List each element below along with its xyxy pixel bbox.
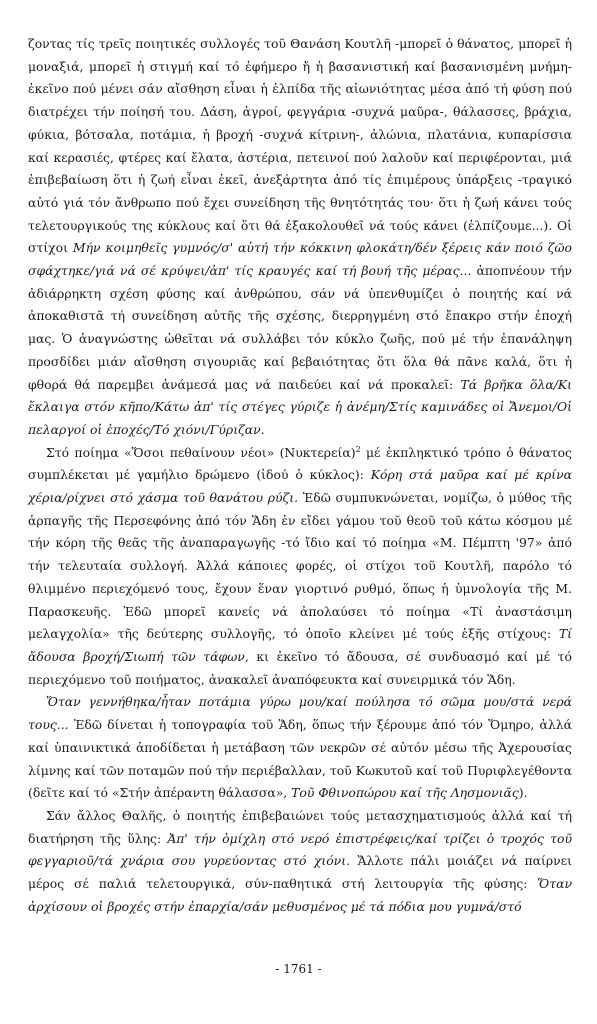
paragraph — [28, 33, 572, 442]
paragraph — [28, 691, 572, 805]
text-run: ζοντας τίς τρεῖς ποιητικές συλλογές τοῦ Θανάση Κουτλῆ -μπορεῖ ὁ θάνατος, μπορεῖ ἡ μοναξιά, μπορεῖ ἡ στιγμή καί τό ἐφήμερο ἤ ἡ βασανιστική καί βασανισμένη μνήμη- ἐκεῖνο πού μένει σάν αἴσθηση εἶναι ἡ ἐλπίδα τῆς αἰωνιότητας μέσα ἀπό τή φύση πού διατρέχει τήν ποίησή του. Δάση, ἀγροί, φεγγάρια -συχνά μαῦρα-, θάλασσες, βράχια, φύκια, βότσαλα, ποτάμια, ἡ βροχή -συχνά κίτρινη-, ἀλώνια, πλατάνια, κυπαρίσσια καί κερασιές, φτέρες καί ἔλατα, ἀστέρια, πετεινοί πού λαλοῦν καί περιφέρονται, μιά ἐπιβεβαίωση ὅτι ἡ ζωή εἶναι ἐκεῖ, ἀνεξάρτητα ἀπό τίς ἐπιμέρους ὑπάρξεις -τραγικό αὐτό γιά τόν ἄνθρωπο πού ἔχει συνείδηση τῆς θνητότητάς του· ὅτι ἡ ζωή κάνει τούς τελετουργικούς της κύκλους καί ὅτι θά ἐξακολουθεῖ νά τούς κάνει (ἐλπίζουμε...). Οἱ στίχοι — [28, 36, 572, 256]
text-run: Ἐδῶ δίνεται ἡ τοπογραφία τοῦ Ἅδη, ὅπως τήν ξέρουμε ἀπό τόν Ὅμηρο, ἀλλά καί ὑπαινικτικά ἀποδίδεται ἡ μετάβαση τῶν νεκρῶν σέ αὐτόν μέσω τῆς Ἀχερουσίας λίμνης καί τῶν ποταμῶν πού τήν περιέβαλλαν, τοῦ Κωκυτοῦ καί τοῦ Πυριφλεγέθοντα (δεῖτε καί τό «Στήν ἀπέραντη θάλασσα», — [28, 717, 572, 801]
text-run: Ἄλλοτε πάλι μοιάζει νά παίρνει μέρος σέ παλιά τελετουργικά, σύν-παθητικά στή λειτουργία τῆς φύσης: — [28, 853, 572, 892]
paragraph — [28, 805, 572, 919]
quoted-verse: Μήν κοιμηθεῖς γυμνός/σ' αὐτή τήν κόκκινη φλοκάτη/δέν ξέρεις κάν ποιό ζῶο σφάχτηκε/γιά νά σέ κρύψει/ἀπ' τίς κραυγές καί τή βουή τῆς μέρας... — [28, 240, 572, 279]
quoted-verse: Τά βρῆκα ὅλα/Κι ἔκλαιγα στόν κῆπο/Κάτω ἀπ' τίς στέγες γύριζε ἡ ἀνέμη/Στίς καμινάδες οἱ Ἄνεμοι/Οἱ πελαργοί οἱ ἐποχές/Τό χιόνι/Γύριζαν. — [28, 376, 572, 437]
page-number: - 1761 - — [275, 962, 322, 976]
quoted-verse: Τί ἄδουσα βροχή/Σιωπή τῶν τάφων, — [28, 626, 572, 664]
text-run: Σάν ἄλλος Θαλῆς, ὁ ποιητής ἐπιβεβαιώνει τούς μετασχηματισμούς ἀλλά καί τή διατήρηση τῆς ὕλης: — [28, 807, 572, 846]
text-run: μέ ἐκπληκτικό τρόπο ὁ θάνατος συμπλέκεται μέ γαμήλιο δρώμενο (ἰδού ὁ κύκλος): — [28, 444, 572, 483]
document-body — [28, 33, 572, 918]
text-run: κι ἐκεῖνο τό ἄδουσα, σέ συνδυασμό καί μέ τό περιεχόμενο τοῦ ποιήματος, ἀνακαλεῖ ἀναπόφευκτα καί συνειρμικά τόν Ἅδη. — [28, 648, 572, 687]
paragraph — [28, 442, 572, 692]
text-run: Στό ποίημα «Ὅσοι πεθαίνουν νέοι» (Νυκτερεία) — [46, 444, 356, 460]
quoted-verse: Ἀπ' τήν ὁμίχλη στό νερό ἐπιστρέφεις/καί τρίζει ὁ τροχός τοῦ φεγγαριοῦ/τά χνάρια σου γυρεύοντας στό χιόνι. — [28, 830, 572, 869]
quoted-verse: Κόρη στά μαῦρα καί μέ κρίνα χέρια/ρίχνει στό χάσμα τοῦ θανάτου ρύζι. — [28, 467, 572, 506]
footnote-ref: 2 — [355, 444, 361, 454]
text-run: Ἐδῶ συμπυκνώνεται, νομίζω, ὁ μύθος τῆς ἁρπαγῆς τῆς Περσεφόνης ἀπό τόν Ἅδη ἐν εἴδει γάμου τοῦ θεοῦ τοῦ κάτω κόσμου μέ τήν κόρη τῆς θεᾶς τῆς ἀναπαραγωγῆς -τό ἴδιο καί τό ποίημα «Μ. Πέμπτη '97» ἀπό τήν τελευταία συλλογή. Ἀλλά κάποιες φορές, οἱ στίχοι τοῦ Κουτλῆ, παρόλο τό θλιμμένο περιεχόμενό τους, ἔχουν ἕναν γιορτινό ρυθμό, ὅπως ἡ ὑμνολογία τῆς Μ. Παρασκευῆς. Ἐδῶ μπορεῖ κανείς νά ἀπολαύσει τό ποίημα «Τί ἀναστάσιμη μελαγχολία» τῆς δεύτερης συλλογῆς, τό ὁποῖο κλείνει μέ τούς ἑξῆς στίχους: — [28, 490, 572, 642]
text-run: ἀποπνέουν τήν ἀδιάρρηκτη σχέση φύσης καί ἀνθρώπου, σάν νά ὑπενθυμίζει ὁ ποιητής καί νά ἀποκαθιστᾶ τή συνείδηση αὐτῆς τῆς σχέσης, διερρηγμένη στό ἔπακρο στήν ἐποχή μας. Ὁ ἀναγνώστης ὠθεῖται νά συλλάβει τόν κύκλο ζωῆς, πού μέ τήν ἐπανάληψη προσδίδει μιάν αἴσθηση σιγουριᾶς καί βεβαιότητας ὅτι ὅλα θά πᾶνε καλά, ὅτι ἡ φθορά θά παρεμβει ἀνάμεσά μας νά παιδεύει καί νά προκαλεῖ: — [28, 263, 572, 392]
quoted-verse: Τοῦ Φθινοπώρου καί τῆς Λησμονιᾶς — [291, 785, 519, 801]
quoted-verse: Ὅταν ἀρχίσουν οἱ βροχές στήν ἐπαρχία/σάν μεθυσμένος μέ τά πόδια μου γυμνά/στό — [28, 876, 572, 914]
quoted-verse: Ὅταν γεννήθηκα/ἦταν ποτάμια γύρω μου/καί πούλησα τό σῶμα μου/στά νερά τους... — [28, 694, 572, 733]
text-run: ). — [518, 785, 528, 801]
